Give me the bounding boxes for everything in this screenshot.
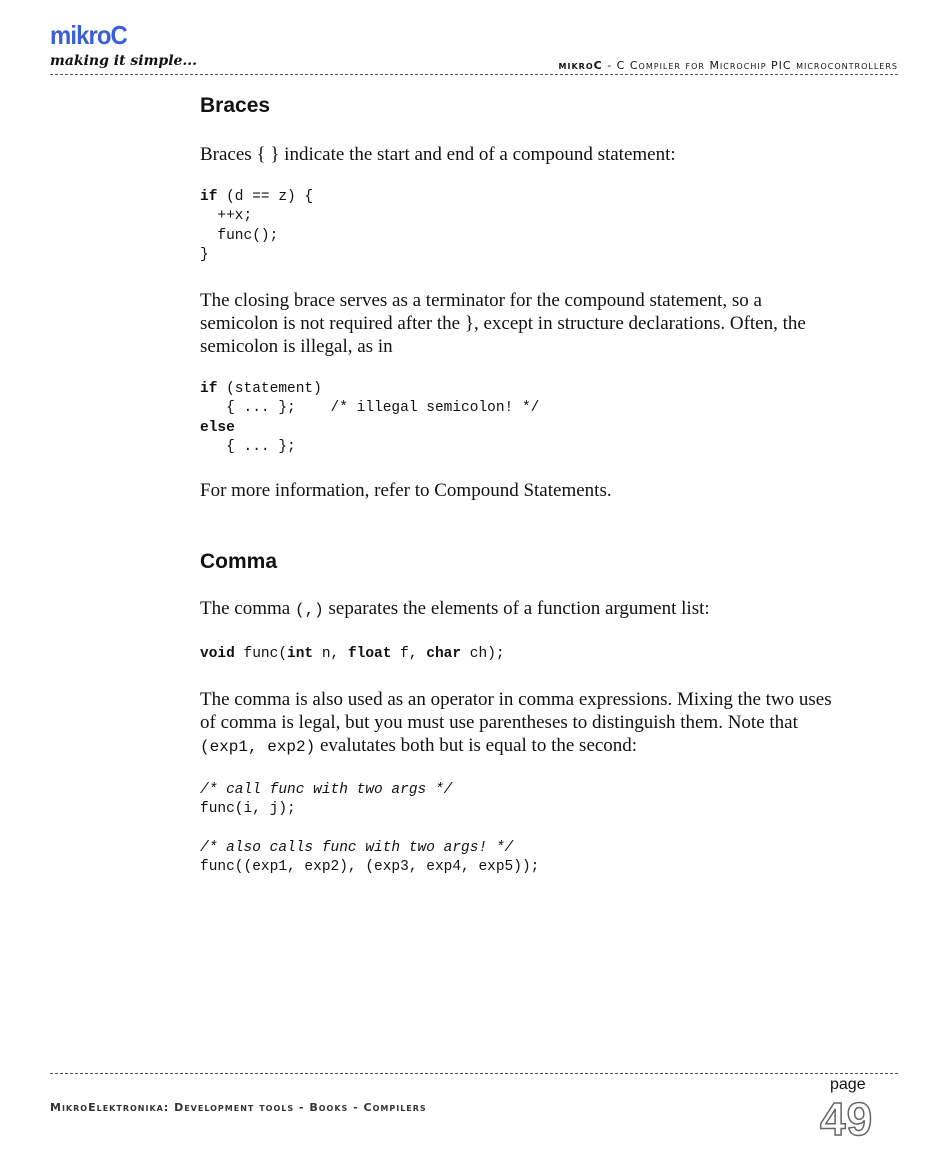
code-line: ++x; bbox=[200, 208, 253, 225]
braces-code-example-1 bbox=[200, 188, 840, 265]
header-divider bbox=[50, 74, 898, 75]
text-run: The comma bbox=[200, 598, 295, 620]
code-text: (d == z) { bbox=[217, 189, 314, 205]
code-line: } bbox=[200, 246, 209, 263]
header-brand: mikroC bbox=[558, 59, 603, 72]
comma-paragraph-2 bbox=[200, 688, 840, 759]
comma-code-example-2 bbox=[200, 781, 840, 877]
braces-paragraph-2: The closing brace serves as a terminator for the compound statement, so a semicolon is not required after the }, except in structure declarations. Often, the semicolon is illegal, as in bbox=[200, 290, 806, 358]
header-title bbox=[559, 59, 898, 72]
code-keyword: else bbox=[200, 419, 235, 436]
inline-code: (,) bbox=[294, 601, 324, 620]
mikroc-logo: mikroC bbox=[50, 20, 127, 50]
page-label: page bbox=[830, 1076, 866, 1093]
text-run: The comma is also used as an operator in comma expressions. Mixing the two uses of comma is legal, but you must use parentheses to distinguish them. Note that bbox=[200, 688, 832, 733]
code-keyword: float bbox=[347, 646, 392, 663]
comma-heading: Comma bbox=[200, 550, 278, 574]
code-line: func(); bbox=[200, 227, 279, 244]
code-keyword: char bbox=[426, 646, 462, 663]
comma-intro bbox=[200, 597, 840, 622]
footer-publisher: MikroElektronika: Development tools - Books - Compilers bbox=[50, 1101, 427, 1114]
code-comment: /* also calls func with two args! */ bbox=[200, 839, 514, 856]
code-text: func( bbox=[234, 646, 288, 663]
text-run: evalutates both but is equal to the second: bbox=[315, 734, 638, 756]
code-line: { ... }; bbox=[200, 439, 296, 456]
braces-code-example-2 bbox=[200, 380, 840, 457]
code-keyword: void bbox=[200, 646, 235, 663]
code-text: ch); bbox=[461, 646, 505, 663]
comma-code-example-1 bbox=[200, 645, 840, 664]
code-line: func(i, j); bbox=[200, 800, 296, 817]
code-keyword: int bbox=[287, 646, 314, 663]
code-comment: /* call func with two args */ bbox=[200, 781, 453, 798]
page-number: 49 bbox=[820, 1093, 874, 1145]
code-line: func((exp1, exp2), (exp3, exp4, exp5)); bbox=[200, 858, 540, 875]
braces-heading: Braces bbox=[200, 94, 271, 117]
header-title-rest: - C Compiler for Microchip PIC microcontrollers bbox=[602, 59, 898, 72]
tagline: making it simple... bbox=[50, 53, 198, 69]
code-keyword: if bbox=[200, 189, 218, 205]
code-line: { ... }; /* illegal semicolon! */ bbox=[200, 400, 540, 417]
code-text: n, bbox=[313, 646, 348, 663]
page-content bbox=[200, 94, 840, 877]
code-text: f, bbox=[391, 646, 427, 663]
code-keyword: if bbox=[200, 381, 218, 398]
braces-paragraph-3: For more information, refer to Compound Statements. bbox=[200, 480, 612, 502]
footer-divider bbox=[50, 1073, 898, 1074]
code-text: (statement) bbox=[217, 381, 322, 398]
braces-intro: Braces { } indicate the start and end of a compound statement: bbox=[200, 144, 676, 165]
text-run: separates the elements of a function argument list: bbox=[323, 598, 710, 620]
inline-code: (exp1, exp2) bbox=[200, 737, 316, 756]
